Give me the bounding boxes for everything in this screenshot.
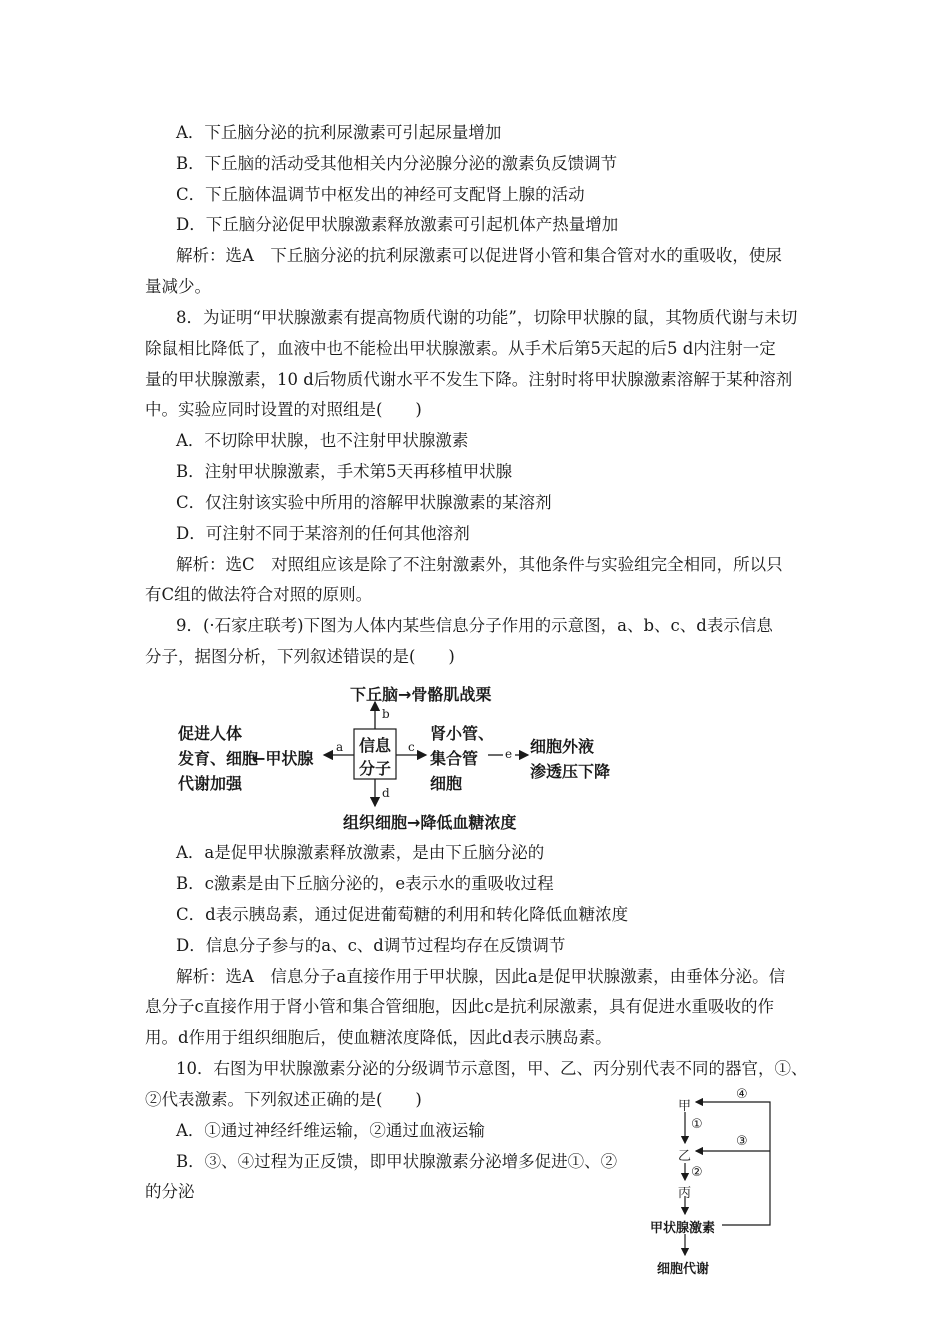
process-3: ③ (736, 1134, 748, 1149)
q8-stem-line: 8．为证明“甲状腺激素有提高物质代谢的功能”，切除甲状腺的鼠，其物质代谢与未切 (176, 308, 798, 327)
q10-stem-line: 10．右图为甲状腺激素分泌的分级调节示意图，甲、乙、丙分别代表不同的器官，①、 (176, 1059, 808, 1078)
diagram-hypothalamus-muscle: 下丘脑→骨骼肌战栗 (350, 685, 492, 704)
q7-option-b: B．下丘脑的活动受其他相关内分泌腺分泌的激素负反馈调节 (176, 154, 618, 173)
q9-option-a: A．a是促甲状腺激素释放激素，是由下丘脑分泌的 (176, 843, 545, 862)
hormone-2: ② (691, 1165, 703, 1180)
diagram-kidney-line: 肾小管、 (430, 724, 495, 743)
q8-stem-line: 除鼠相比降低了，血液中也不能检出甲状腺激素。从手术后第5天起的后5 d内注射一定 (145, 339, 776, 358)
diagram-tissue-cells: 组织细胞→降低血糖浓度 (343, 813, 517, 832)
diagram-left-line: 促进人体 (178, 724, 243, 743)
q7-answer-line: 量减少。 (145, 277, 211, 296)
q7-answer-line: 解析：选A 下丘脑分泌的抗利尿激素可以促进肾小管和集合管对水的重吸收，使尿 (176, 246, 782, 265)
q10-option-b: B．③、④过程为正反馈，即甲状腺激素分泌增多促进①、② (176, 1152, 618, 1171)
q9-answer-line: 息分子c直接作用于肾小管和集合管细胞，因此c是抗利尿激素，具有促进水重吸收的作 (145, 997, 774, 1016)
diagram-right-line: 细胞外液 (530, 737, 595, 756)
diagram-label-d: d (382, 786, 390, 800)
q7-option-c: C．下丘脑体温调节中枢发出的神经可支配肾上腺的活动 (176, 185, 585, 204)
q9-stem-line: 分子，据图分析，下列叙述错误的是( ) (145, 647, 455, 666)
q9-answer-line: 解析：选A 信息分子a直接作用于甲状腺，因此a是促甲状腺激素，由垂体分泌。信 (176, 967, 786, 986)
diagram-thyroid: ←甲状腺 (252, 749, 314, 768)
feedback-4-line (696, 1102, 770, 1225)
q7-option-d: D．下丘脑分泌促甲状腺激素释放激素可引起机体产热量增加 (176, 215, 619, 234)
organ-jia: 甲 (678, 1099, 692, 1114)
process-4: ④ (736, 1087, 748, 1102)
diagram-kidney-line: 集合管 (430, 749, 479, 768)
q8-stem-line: 量的甲状腺激素，10 d后物质代谢水平不发生下降。注射时将甲状腺激素溶解于某种溶剂 (145, 370, 793, 389)
q9-option-c: C．d表示胰岛素，通过促进葡萄糖的利用和转化降低血糖浓度 (176, 905, 629, 924)
q10-option-a: A．①通过神经纤维运输，②通过血液运输 (176, 1121, 485, 1140)
q9-stem-line: 9．(·石家庄联考)下图为人体内某些信息分子作用的示意图，a、b、c、d表示信息 (176, 616, 773, 635)
q10-option-b-cont: 的分泌 (145, 1182, 195, 1201)
q8-option-a: A．不切除甲状腺，也不注射甲状腺激素 (176, 431, 469, 450)
q8-stem-line: 中。实验应同时设置的对照组是( ) (145, 400, 422, 419)
q9-option-d: D．信息分子参与的a、c、d调节过程均存在反馈调节 (176, 936, 566, 955)
q8-option-d: D．可注射不同于某溶剂的任何其他溶剂 (176, 524, 470, 543)
q9-option-b: B．c激素是由下丘脑分泌的，e表示水的重吸收过程 (176, 874, 554, 893)
thyroid-hormone-label: 甲状腺激素 (650, 1221, 716, 1236)
organ-yi: 乙 (678, 1149, 692, 1164)
organ-bing: 丙 (678, 1186, 692, 1201)
q8-answer-line: 有C组的做法符合对照的原则。 (145, 585, 373, 604)
q7-option-a: A．下丘脑分泌的抗利尿激素可引起尿量增加 (176, 123, 502, 142)
diagram-right-line: 渗透压下降 (530, 762, 611, 781)
diagram-kidney-line: 细胞 (430, 774, 463, 793)
q8-option-b: B．注射甲状腺激素，手术第5天再移植甲状腺 (176, 462, 513, 481)
q8-option-c: C．仅注射该实验中所用的溶解甲状腺激素的某溶剂 (176, 493, 552, 512)
cell-metabolism-label: 细胞代谢 (657, 1262, 710, 1277)
diagram-label-e: e (505, 747, 513, 761)
diagram-label-c: c (408, 740, 415, 754)
hormone-1: ① (691, 1117, 703, 1132)
diagram-center-line: 分子 (359, 759, 392, 778)
diagram-center-line: 信息 (359, 736, 392, 755)
q10-stem-line: ②代表激素。下列叙述正确的是( ) (145, 1090, 422, 1109)
diagram-label-b: b (382, 707, 390, 721)
diagram-label-a: a (336, 740, 344, 754)
q9-answer-line: 用。d作用于组织细胞后，使血糖浓度降低，因此d表示胰岛素。 (145, 1028, 612, 1047)
diagram-left-line: 发育、细胞 (178, 749, 259, 768)
diagram-left-line: 代谢加强 (178, 774, 243, 793)
q8-answer-line: 解析：选C 对照组应该是除了不注射激素外，其他条件与实验组完全相同，所以只 (176, 555, 783, 574)
